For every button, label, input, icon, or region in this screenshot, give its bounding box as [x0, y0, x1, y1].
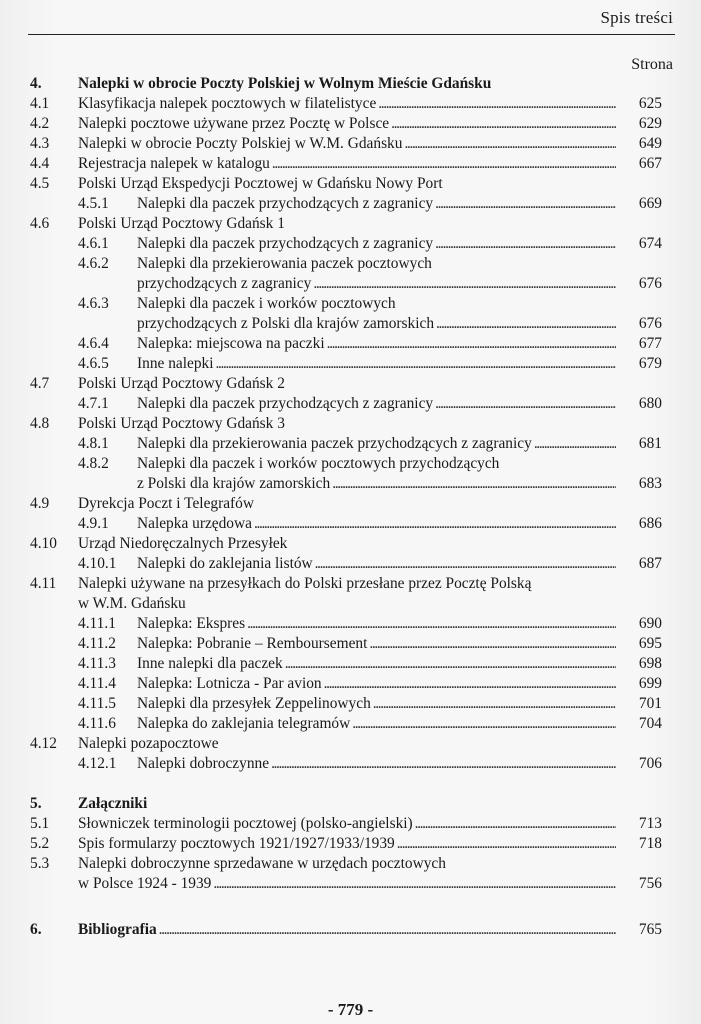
toc-entry [30, 634, 662, 654]
toc-entry-number: 4. [30, 75, 42, 92]
toc-entry-title: przychodzących z zagranicy [137, 275, 312, 292]
toc-entry-page: 683 [638, 475, 662, 492]
toc-entry-title: Dyrekcja Poczt i Telegrafów [78, 495, 254, 512]
toc-entry [30, 254, 662, 274]
toc-entry [30, 474, 662, 494]
toc-entry-body [78, 814, 662, 834]
toc-entry-body [137, 554, 662, 574]
toc-entry-title: Polski Urząd Pocztowy Gdańsk 1 [78, 215, 285, 232]
toc-entry [30, 920, 662, 940]
toc-entry-page: 687 [638, 555, 662, 572]
toc-entry-body [137, 694, 662, 714]
toc-entry-title: Nalepka: Ekspres [137, 615, 246, 632]
toc-entry-body [137, 394, 662, 414]
toc-entry-page: 695 [638, 635, 662, 652]
toc-entry-page: 681 [638, 435, 662, 452]
toc-entry [30, 854, 662, 874]
toc-entry-title: z Polski dla krajów zamorskich [137, 475, 331, 492]
toc-entry [30, 514, 662, 534]
toc-entry [30, 94, 662, 114]
toc-entry-title: Klasyfikacja nalepek pocztowych w filatelistyce [78, 95, 377, 112]
toc-entry-body [137, 634, 662, 654]
toc-entry [30, 374, 662, 394]
toc-entry-title: w Polsce 1924 - 1939 [78, 875, 212, 892]
toc-entry-number: 4.7.1 [78, 395, 109, 412]
toc-entry [30, 294, 662, 314]
leader-dots [313, 274, 616, 294]
toc-entry-title: Nalepka: Lotnicza - Par avion [137, 675, 322, 692]
toc-entry-title: Nalepka: miejscowa na paczki [137, 335, 325, 352]
toc-entry-title: Inne nalepki [137, 355, 214, 372]
toc-entry-body [78, 920, 662, 940]
toc-entry [30, 734, 662, 754]
leader-dots [315, 554, 616, 574]
leader-dots [415, 814, 616, 834]
leader-dots [247, 614, 616, 634]
toc-entry-number: 4.11.5 [78, 695, 116, 712]
toc-entry-body [78, 374, 662, 394]
toc-entry-number: 4.3 [30, 135, 50, 152]
toc-entry-title: Rejestracja nalepek w katalogu [78, 155, 270, 172]
toc-entry-title: Nalepki dla paczek i worków pocztowych [137, 295, 396, 312]
toc-entry-title: Nalepka urzędowa [137, 515, 252, 532]
toc-entry-body [137, 354, 662, 374]
toc-entry-number: 4.8.2 [78, 455, 109, 472]
toc-entry-body [137, 194, 662, 214]
toc-entry-page: 676 [638, 275, 662, 292]
toc-entry-page: 704 [638, 715, 662, 732]
toc-entry-title: Nalepki w obrocie Poczty Polskiej w W.M. Gdańsku [78, 135, 403, 152]
leader-dots [327, 334, 616, 354]
toc-entry-number: 4.10.1 [78, 555, 117, 572]
toc-entry-page: 698 [638, 655, 662, 672]
toc-entry-page: 679 [638, 355, 662, 372]
toc-entry-number: 4.8.1 [78, 435, 109, 452]
toc-entry-page: 701 [638, 695, 662, 712]
toc-entry [30, 334, 662, 354]
toc-entry-title: Nalepki dla przekierowania paczek przychodzących z zagranicy [137, 435, 532, 452]
toc-entry-page: 756 [638, 875, 662, 892]
toc-entry-body [137, 334, 662, 354]
toc-entry [30, 314, 662, 334]
toc-entry-body [78, 494, 662, 514]
toc-entry-body [78, 734, 662, 754]
toc-entry-title: Nalepki dla paczek przychodzących z zagranicy [137, 395, 434, 412]
toc-entry-body [137, 434, 662, 454]
toc-entry-page: 765 [638, 921, 662, 938]
toc-entry-number: 5.2 [30, 835, 50, 852]
toc-entry-page: 713 [638, 815, 662, 832]
toc-entry-title: Nalepki pozapocztowe [78, 735, 219, 752]
toc-entry-body [137, 654, 662, 674]
toc-entry-body [78, 834, 662, 854]
page-number: - 779 - [327, 1000, 374, 1019]
leader-dots [159, 920, 616, 940]
toc-entry-title: Nalepki dobroczynne [137, 755, 270, 772]
toc-entry [30, 654, 662, 674]
toc-entry [30, 414, 662, 434]
leader-dots [271, 754, 616, 774]
toc-entry-body [137, 314, 662, 334]
toc-entry-title: Bibliografia [78, 921, 157, 938]
toc-entry-body [137, 714, 662, 734]
leader-dots [397, 834, 616, 854]
toc-entry-number: 4.6.4 [78, 335, 109, 352]
header-rule [28, 34, 675, 35]
leader-dots [254, 514, 616, 534]
toc-entry-title: Nalepki dla paczek przychodzących z zagranicy [137, 235, 434, 252]
toc-entry-title: Nalepki dla przekierowania paczek pocztowych [137, 255, 432, 272]
toc-entry-title: Nalepki w obrocie Poczty Polskiej w Wolnym Mieście Gdańsku [78, 75, 492, 92]
toc-entry-number: 4.11.6 [78, 715, 116, 732]
leader-dots [373, 694, 616, 714]
toc-entry-number: 4.11.4 [78, 675, 116, 692]
leader-dots [272, 154, 616, 174]
toc-entry-title: Nalepka do zaklejania telegramów [137, 715, 351, 732]
toc-entry-number: 4.5.1 [78, 195, 109, 212]
toc-entry-number: 4.1 [30, 95, 50, 112]
toc-entry-title: Inne nalepki dla paczek [137, 655, 283, 672]
leader-dots [435, 194, 616, 214]
toc-entry-number: 4.7 [30, 375, 50, 392]
toc-entry-number: 4.11 [30, 575, 57, 592]
toc-entry-body [137, 234, 662, 254]
toc-entry [30, 214, 662, 234]
toc-entry-title: Nalepki dla przesyłek Zeppelinowych [137, 695, 371, 712]
toc-entry [30, 674, 662, 694]
toc-entry-number: 4.6.1 [78, 235, 109, 252]
toc-entry-body [78, 574, 662, 594]
leader-dots [534, 434, 616, 454]
toc-entry-page: 629 [638, 115, 662, 132]
toc-entry-page: 690 [638, 615, 662, 632]
toc-entry [30, 814, 662, 834]
toc-entry-body [78, 414, 662, 434]
toc-entry-number: 5. [30, 795, 42, 812]
toc-entry [30, 614, 662, 634]
toc-entry-body [78, 794, 662, 814]
toc-entry-body [137, 674, 662, 694]
toc-entry-title: Urząd Niedoręczalnych Przesyłek [78, 535, 288, 552]
toc-entry [30, 394, 662, 414]
toc-entry-number: 4.6 [30, 215, 50, 232]
toc-entry [30, 494, 662, 514]
toc-entry-number: 4.12.1 [78, 755, 117, 772]
toc-entry-page: 649 [638, 135, 662, 152]
toc-entry-body [78, 534, 662, 554]
toc-entry-number: 4.6.5 [78, 355, 109, 372]
toc-entry-number: 4.12 [30, 735, 57, 752]
toc-entry-number: 4.8 [30, 415, 50, 432]
leader-dots [332, 474, 616, 494]
toc-entry-number: 4.11.1 [78, 615, 116, 632]
toc-entry-number: 5.3 [30, 855, 50, 872]
toc-entry-title: w W.M. Gdańsku [78, 595, 186, 612]
page-column-label: Strona [631, 56, 673, 73]
toc-entry [30, 194, 662, 214]
toc-entry-page: 674 [638, 235, 662, 252]
toc-entry [30, 754, 662, 774]
toc-entry-body [78, 854, 662, 874]
toc-entry [30, 134, 662, 154]
toc-entry-body [137, 474, 662, 494]
toc-entry [30, 434, 662, 454]
toc-entry-body [137, 614, 662, 634]
toc-entry-number: 4.5 [30, 175, 50, 192]
toc-entry-title: Polski Urząd Ekspedycji Pocztowej w Gdańsku Nowy Port [78, 175, 443, 192]
leader-dots [213, 874, 616, 894]
table-of-contents [30, 74, 662, 940]
toc-entry [30, 114, 662, 134]
toc-entry [30, 274, 662, 294]
toc-entry-number: 6. [30, 921, 42, 938]
leader-dots [216, 354, 617, 374]
toc-entry [30, 74, 662, 94]
toc-entry-title: Nalepki używane na przesyłkach do Polski przesłane przez Pocztę Polską [78, 575, 532, 592]
toc-entry-title: Nalepki dla paczek i worków pocztowych przychodzących [137, 455, 500, 472]
toc-entry-title: Nalepki do zaklejania listów [137, 555, 313, 572]
toc-entry-body [137, 454, 662, 474]
toc-entry-body [137, 294, 662, 314]
toc-entry-number: 4.9 [30, 495, 50, 512]
toc-entry-title: Załączniki [78, 795, 148, 812]
toc-entry-number: 4.9.1 [78, 515, 109, 532]
toc-entry-page: 676 [638, 315, 662, 332]
toc-entry-body [78, 874, 662, 894]
toc-entry-page: 667 [638, 155, 662, 172]
toc-entry-page: 680 [638, 395, 662, 412]
leader-dots [352, 714, 616, 734]
toc-entry [30, 694, 662, 714]
leader-dots [391, 114, 616, 134]
toc-entry [30, 534, 662, 554]
toc-entry [30, 354, 662, 374]
toc-entry-page: 686 [638, 515, 662, 532]
toc-entry-number: 4.11.2 [78, 635, 116, 652]
toc-entry [30, 714, 662, 734]
toc-entry-body [78, 214, 662, 234]
leader-dots [324, 674, 616, 694]
toc-entry-body [78, 154, 662, 174]
toc-entry-body [137, 754, 662, 774]
toc-entry-page: 625 [638, 95, 662, 112]
toc-entry-title: Nalepka: Pobranie – Remboursement [137, 635, 368, 652]
toc-entry [30, 874, 662, 894]
toc-entry-title: Polski Urząd Pocztowy Gdańsk 2 [78, 375, 285, 392]
toc-entry-body [78, 174, 662, 194]
toc-entry-title: Nalepki dobroczynne sprzedawane w urzędach pocztowych [78, 855, 446, 872]
toc-entry-title: Nalepki pocztowe używane przez Pocztę w Polsce [78, 115, 390, 132]
toc-entry-page: 669 [638, 195, 662, 212]
toc-entry [30, 154, 662, 174]
leader-dots [378, 94, 616, 114]
leader-dots [435, 234, 616, 254]
toc-entry-number: 4.6.2 [78, 255, 109, 272]
leader-dots [436, 314, 616, 334]
toc-entry [30, 554, 662, 574]
toc-entry-title: przychodzących z Polski dla krajów zamorskich [137, 315, 435, 332]
toc-entry-body [78, 114, 662, 134]
toc-entry-number: 4.2 [30, 115, 50, 132]
toc-entry-number: 4.10 [30, 535, 57, 552]
toc-entry-number: 5.1 [30, 815, 50, 832]
toc-entry-number: 4.6.3 [78, 295, 109, 312]
toc-entry [30, 594, 662, 614]
leader-dots [435, 394, 616, 414]
toc-entry [30, 234, 662, 254]
toc-entry-body [137, 274, 662, 294]
toc-entry [30, 454, 662, 474]
running-title: Spis treści [600, 8, 673, 27]
toc-entry-title: Polski Urząd Pocztowy Gdańsk 3 [78, 415, 285, 432]
toc-entry-page: 677 [638, 335, 662, 352]
toc-entry [30, 174, 662, 194]
toc-entry-body [137, 254, 662, 274]
toc-entry-body [78, 74, 662, 94]
toc-entry-body [137, 514, 662, 534]
leader-dots [285, 654, 616, 674]
toc-entry-number: 4.4 [30, 155, 50, 172]
toc-entry-number: 4.11.3 [78, 655, 116, 672]
toc-entry-page: 706 [638, 755, 662, 772]
leader-dots [404, 134, 616, 154]
toc-entry-body [78, 594, 662, 614]
toc-entry-page: 699 [638, 675, 662, 692]
toc-entry-body [78, 94, 662, 114]
toc-entry-title: Nalepki dla paczek przychodzących z zagranicy [137, 195, 434, 212]
toc-entry-title: Słowniczek terminologii pocztowej (polsko-angielski) [78, 815, 413, 832]
toc-entry-title: Spis formularzy pocztowych 1921/1927/1933/1939 [78, 835, 395, 852]
toc-entry [30, 794, 662, 814]
toc-entry-page: 718 [638, 835, 662, 852]
toc-entry [30, 574, 662, 594]
leader-dots [369, 634, 616, 654]
toc-entry-body [78, 134, 662, 154]
toc-entry [30, 834, 662, 854]
